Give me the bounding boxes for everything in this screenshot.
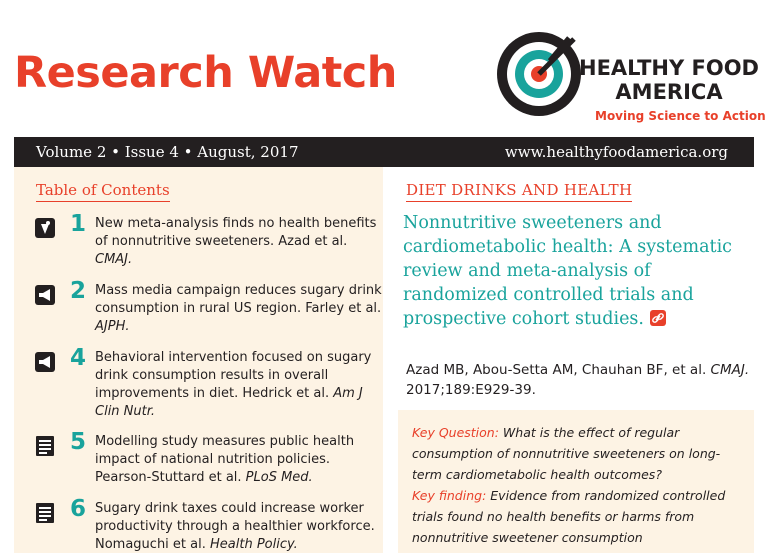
key-question-text: What is the effect of regular consumption of nonnutritive sweeteners on long-term cardiometabolic health outcomes?	[412, 425, 721, 482]
target-fork-icon	[495, 26, 591, 122]
toc-number: 5	[70, 429, 87, 455]
key-findings-box	[398, 410, 754, 553]
issue-bar	[14, 137, 754, 167]
logo-tagline: Moving Science to Action	[595, 109, 766, 123]
drink-icon	[34, 217, 56, 239]
toc-cite: Health Policy.	[210, 537, 298, 552]
table-of-contents	[14, 167, 383, 553]
logo-name: HEALTHY FOOD AMERICA	[579, 56, 759, 104]
key-finding-label: Key finding:	[412, 488, 487, 503]
toc-heading: Table of Contents	[36, 181, 170, 202]
toc-text: Mass media campaign reduces sugary drink consumption in rural US region. Farley et al.	[95, 283, 382, 316]
key-question-label: Key Question:	[412, 425, 499, 440]
toc-text: Modelling study measures public health impact of national nutrition policies. Pearson-Stuttard et al.	[95, 434, 355, 485]
toc-number: 6	[70, 496, 87, 522]
document-icon	[34, 435, 56, 457]
toc-text: Behavioral intervention focused on sugary drink consumption results in overall improvements in diet. Hedrick et al.	[95, 350, 372, 401]
website-link[interactable]: www.healthyfoodamerica.org	[504, 143, 728, 161]
toc-number: 2	[70, 278, 87, 304]
toc-cite: AJPH.	[95, 319, 130, 334]
issue-info: Volume 2 • Issue 4 • August, 2017	[36, 143, 299, 161]
toc-number: 1	[70, 211, 87, 237]
toc-text: Sugary drink taxes could increase worker productivity through a healthier workforce. Nomaguchi et al.	[95, 501, 375, 552]
newsletter-title: Research Watch	[14, 48, 397, 98]
toc-cite: CMAJ.	[95, 252, 133, 267]
hfa-logo[interactable]	[495, 22, 766, 132]
document-icon	[34, 502, 56, 524]
section-label: DIET DRINKS AND HEALTH	[406, 181, 632, 202]
megaphone-icon	[34, 284, 56, 306]
toc-text: New meta-analysis finds no health benefits of nonnutritive sweeteners. Azad et al.	[95, 216, 377, 249]
toc-cite: PLoS Med.	[245, 470, 313, 485]
toc-cite: Am J Clin Nutr.	[95, 386, 363, 419]
link-icon[interactable]	[650, 310, 666, 326]
article-citation: Azad MB, Abou-Setta AM, Chauhan BF, et al. CMAJ. 2017;189:E929-39.	[406, 362, 750, 398]
article-title[interactable]: Nonnutritive sweeteners and cardiometabolic health: A systematic review and meta-analysis of randomized controlled trials and prospective cohort studies.	[403, 213, 732, 329]
toc-number: 4	[70, 345, 87, 371]
megaphone-icon	[34, 351, 56, 373]
key-finding-text: Evidence from randomized controlled trials found no health benefits or harms from nonnutritive sweetener consumption	[412, 488, 726, 545]
